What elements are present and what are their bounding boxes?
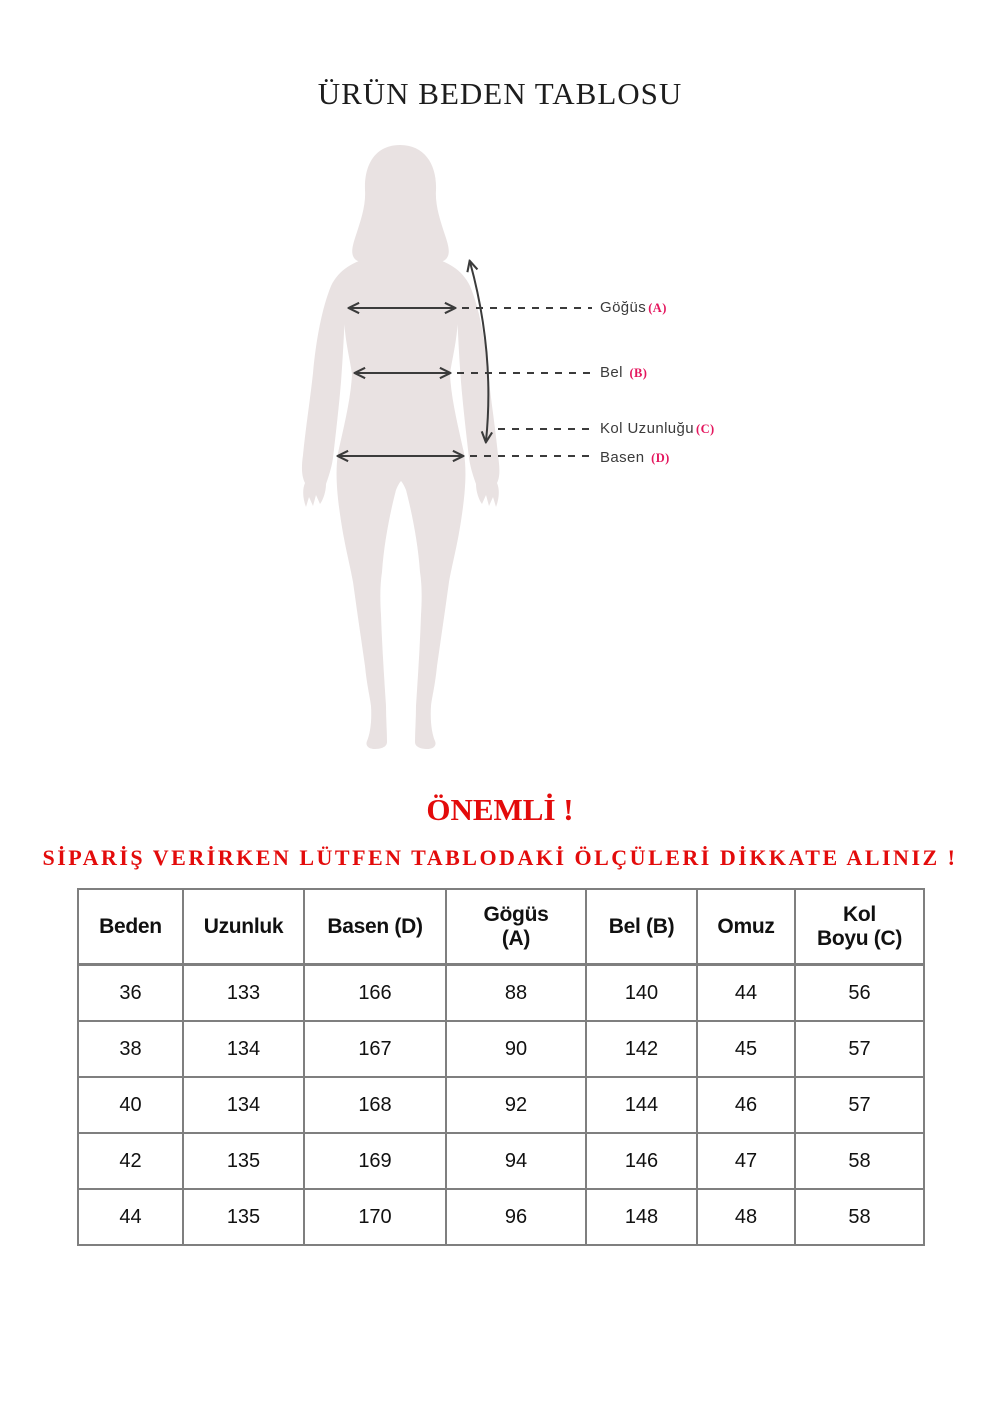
table-cell: 44	[697, 965, 795, 1022]
arm-length-letter-badge: (C)	[696, 422, 715, 436]
waist-label	[600, 363, 647, 383]
size-table-header-row	[78, 889, 924, 965]
page-title: ÜRÜN BEDEN TABLOSU	[317, 76, 683, 111]
table-row	[78, 1021, 924, 1077]
table-cell: 134	[183, 1021, 304, 1077]
table-cell: 144	[586, 1077, 697, 1133]
table-row	[78, 1189, 924, 1245]
table-cell: 168	[304, 1077, 446, 1133]
header-cell-basen: Basen (D)	[304, 889, 446, 965]
table-cell: 135	[183, 1133, 304, 1189]
arm-length-label-text: Kol Uzunluğu	[600, 420, 695, 437]
chest-label-text: Göğüs	[600, 299, 647, 316]
header-cell-uzunluk: Uzunluk	[183, 889, 304, 965]
table-cell: 42	[78, 1133, 183, 1189]
table-cell: 36	[78, 965, 183, 1022]
table-cell: 96	[446, 1189, 586, 1245]
table-cell: 48	[697, 1189, 795, 1245]
waist-label-text: Bel	[600, 364, 623, 381]
table-cell: 142	[586, 1021, 697, 1077]
table-cell: 47	[697, 1133, 795, 1189]
size-table	[77, 888, 925, 1246]
table-cell: 148	[586, 1189, 697, 1245]
table-cell: 57	[795, 1077, 924, 1133]
table-cell: 94	[446, 1133, 586, 1189]
table-cell: 56	[795, 965, 924, 1022]
table-cell: 170	[304, 1189, 446, 1245]
table-cell: 90	[446, 1021, 586, 1077]
table-cell: 146	[586, 1133, 697, 1189]
table-cell: 167	[304, 1021, 446, 1077]
table-cell: 166	[304, 965, 446, 1022]
table-cell: 45	[697, 1021, 795, 1077]
table-row	[78, 1133, 924, 1189]
table-row	[78, 1077, 924, 1133]
header-cell-bel: Bel (B)	[586, 889, 697, 965]
table-cell: 40	[78, 1077, 183, 1133]
table-cell: 46	[697, 1077, 795, 1133]
table-cell: 134	[183, 1077, 304, 1133]
important-heading: ÖNEMLİ !	[426, 792, 574, 827]
warning-text: SİPARİŞ VERİRKEN LÜTFEN TABLODAKİ ÖLÇÜLERİ DİKKATE ALINIZ !	[42, 845, 958, 870]
table-cell: 57	[795, 1021, 924, 1077]
measurement-diagram	[280, 135, 760, 760]
body-silhouette-figure	[280, 135, 760, 760]
arm-length-label	[600, 419, 715, 439]
female-body-silhouette	[302, 145, 499, 749]
table-cell: 38	[78, 1021, 183, 1077]
table-cell: 88	[446, 965, 586, 1022]
chest-label	[600, 298, 667, 318]
header-cell-kol-boyu: Kol Boyu (C)	[795, 889, 924, 965]
waist-letter-badge: (B)	[629, 366, 648, 380]
table-cell: 140	[586, 965, 697, 1022]
header-cell-gogus: Gögüs (A)	[446, 889, 586, 965]
header-cell-omuz: Omuz	[697, 889, 795, 965]
table-cell: 44	[78, 1189, 183, 1245]
chest-letter-badge: (A)	[648, 301, 667, 315]
table-cell: 58	[795, 1189, 924, 1245]
header-cell-beden: Beden	[78, 889, 183, 965]
table-row	[78, 965, 924, 1022]
hips-letter-badge: (D)	[651, 451, 670, 465]
table-cell: 58	[795, 1133, 924, 1189]
table-cell: 92	[446, 1077, 586, 1133]
hips-label	[600, 448, 670, 468]
table-cell: 133	[183, 965, 304, 1022]
table-cell: 169	[304, 1133, 446, 1189]
table-cell: 135	[183, 1189, 304, 1245]
hips-label-text: Basen	[600, 449, 645, 466]
